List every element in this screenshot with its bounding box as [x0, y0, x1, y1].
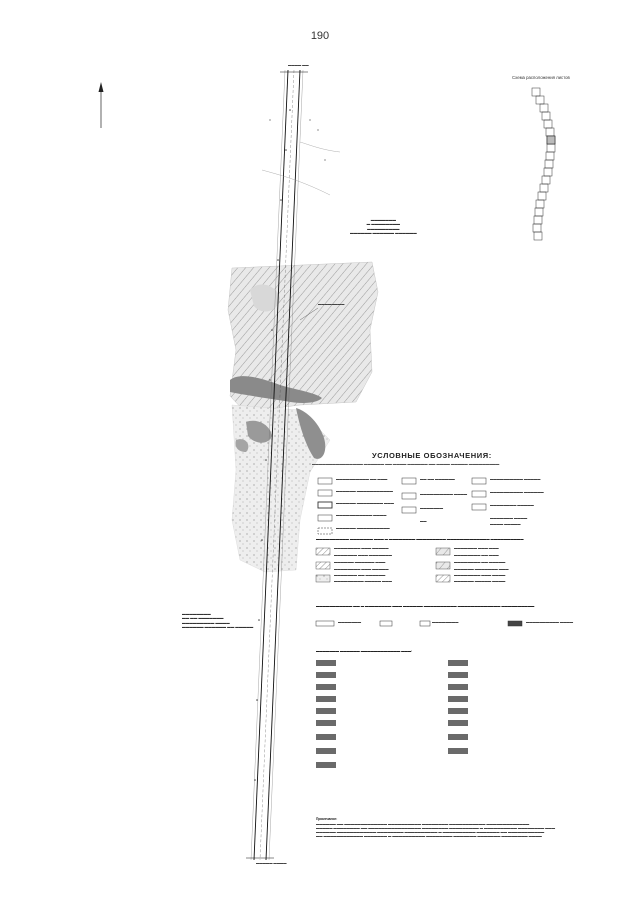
legend-zone-tiles [316, 660, 468, 768]
legend-zone-left: ▬▬▬▬▬▬▬▬ ▬▬▬ ▬▬▬▬▬ ▬▬▬▬▬▬▬ ▬▬▬ ▬▬▬▬▬▬▬ ▬▬▬▬▬▬ ▬▬▬▬▬▬ ▬▬▬ ▬▬▬▬▬▬▬▬ ▬▬▬ ▬▬▬▬▬ ▬▬▬▬▬▬▬ ▬▬ ▬▬▬▬▬▬ ▬▬▬▬▬▬▬▬▬ ▬▬▬▬▬ ▬▬▬ [334, 546, 392, 583]
station-label-top: ▬▬▬▬ ▬▬ [288, 63, 309, 67]
legend-notes: ▬▬▬▬▬▬ ▬▬ ▬▬▬▬▬▬▬▬▬▬▬▬▬ ▬▬▬▬▬▬▬▬▬▬ ▬▬▬▬▬▬▬▬ ▬▬▬▬▬▬▬▬▬▬▬ ▬▬▬▬▬▬▬▬▬▬▬▬▬ ▬▬▬▬▬ ▬▬▬▬▬▬▬▬ ▬▬ ▬▬▬▬▬▬▬▬▬▬▬▬▬▬▬▬ ▬▬▬▬▬▬▬▬ ▬▬▬▬▬▬▬▬▬ ▬ ▬▬▬▬▬▬▬▬▬▬ ▬▬▬▬▬▬▬▬ ▬▬▬ ▬▬▬▬▬▬ ▬▬▬▬▬▬▬▬▬▬▬▬ ▬▬▬▬▬▬▬▬ ▬▬▬▬▬▬▬▬▬▬ ▬ ▬▬▬▬▬▬▬▬▬▬ ▬▬▬▬▬▬▬ ▬▬ ▬▬▬▬▬▬▬▬▬▬▬ ▬▬ ▬▬▬▬▬▬▬▬▬▬▬▬ ▬▬▬▬▬▬▬ ▬ ▬▬▬▬▬▬▬▬▬▬ ▬▬▬▬▬▬▬▬ ▬▬▬▬▬▬▬ ▬▬▬▬▬▬▬ ▬▬▬▬▬▬▬▬ ▬▬▬▬ [316, 822, 556, 838]
legend-bar-label-2: ▬▬▬▬▬▬▬▬ [432, 620, 459, 624]
road-sketch [262, 142, 340, 195]
legend-mid-items: ▬▬ ▬▬ ▬▬▬▬▬▬ ▬▬▬▬▬▬▬▬▬▬ ▬▬▬▬ ▬▬▬▬▬▬▬ ▬▬ [420, 477, 468, 523]
legend-bar-label-3: ▬▬▬▬▬▬▬▬▬▬ ▬▬▬▬ [526, 620, 574, 624]
legend-left-items: ▬▬▬▬▬▬▬▬▬▬ ▬▬ ▬▬▬ ▬▬▬▬▬▬ ▬▬▬▬▬▬▬▬▬▬▬ ▬▬▬▬▬▬ ▬▬▬▬▬▬▬▬ ▬▬▬ ▬▬▬▬▬▬▬▬▬▬▬ ▬▬▬▬ ▬▬▬▬▬▬ ▬▬▬▬▬▬▬▬▬▬ [336, 477, 394, 530]
legend-right-items: ▬▬▬▬▬▬▬▬▬▬ ▬▬▬▬▬ ▬▬▬▬▬▬▬▬▬▬ ▬▬▬▬▬▬ ▬▬▬▬▬▬▬▬ ▬▬▬▬▬ ▬▬▬▬▬▬▬ ▬▬▬▬ ▬▬▬▬ ▬▬▬▬▬ [490, 477, 544, 526]
legend-subtitle: ▬▬▬▬▬▬▬▬▬▬▬▬▬▬▬ ▬▬▬▬▬▬ ▬▬ ▬▬▬▬ ▬▬▬▬▬▬ ▬▬ ▬▬▬▬ ▬▬▬▬▬ ▬▬▬▬▬▬▬▬▬ [312, 462, 500, 466]
lower-area-label: ▬▬▬▬▬▬▬▬ ▬▬ ▬▬ ▬▬▬▬▬▬▬ ▬▬▬▬▬▬▬▬▬ ▬▬▬▬ ▬▬▬▬▬▬ ▬▬▬▬▬▬ ▬▬ ▬▬▬▬▬ [182, 612, 254, 630]
legend-section1-heading: ▬▬▬▬▬▬▬▬▬▬ ▬▬▬▬▬▬▬ ▬▬▬ ▬ ▬▬▬▬▬▬▬▬ ▬▬▬▬▬▬▬▬▬ ▬▬▬▬▬▬▬▬▬▬▬▬▬ ▬▬▬▬▬▬▬▬▬▬ [316, 537, 524, 541]
legend-section3-heading: ▬▬▬▬▬▬▬ ▬▬▬▬▬▬ ▬▬▬▬▬▬▬▬▬▬▬▬ ▬▬▬: [316, 649, 413, 653]
legend-section2-heading: ▬▬▬▬▬▬▬▬▬▬▬ ▬▬ ▬ ▬▬▬▬▬▬▬▬ ▬▬▬ ▬▬▬▬▬▬ ▬▬▬▬▬▬▬▬▬▬ ▬▬▬▬▬▬▬▬▬▬▬▬▬ ▬▬▬▬▬▬▬▬▬▬ [316, 604, 535, 608]
legend-notes-heading: Примечание: [316, 817, 338, 821]
upper-area-label: ▬▬▬▬▬▬▬ ▬ ▬▬▬▬▬▬▬▬ ▬▬▬▬▬▬▬▬▬ ▬▬▬▬▬▬ ▬▬▬▬▬▬ ▬▬▬▬▬▬ [350, 218, 417, 236]
legend-zone-right: ▬▬▬▬▬▬▬ ▬▬▬ ▬▬▬ ▬▬▬▬▬▬▬▬ ▬▬ ▬▬▬ ▬▬▬▬▬▬▬▬ ▬▬ ▬▬▬▬▬ ▬▬▬▬▬▬ ▬▬▬▬▬▬▬ ▬▬▬ ▬▬▬▬▬▬▬▬ ▬▬▬ ▬▬▬▬ ▬▬▬▬▬▬ ▬▬▬▬▬ ▬▬▬▬ [454, 546, 509, 583]
legend-title: УСЛОВНЫЕ ОБОЗНАЧЕНИЯ: [372, 451, 492, 460]
station-label-bottom: ▬▬▬▬▬ ▬▬▬▬ [256, 861, 287, 865]
scheme-title: Схема расположения листов [512, 75, 570, 80]
page-number: 190 [310, 30, 330, 42]
current-sheet-highlight [547, 136, 555, 144]
sheet-layout-scheme [532, 88, 555, 240]
legend-bar-label-1: ▬▬▬▬▬▬▬ [338, 620, 362, 624]
hatched-area-callout: ▬▬▬▬▬▬▬▬ [318, 302, 345, 306]
north-arrow-icon [99, 82, 104, 128]
